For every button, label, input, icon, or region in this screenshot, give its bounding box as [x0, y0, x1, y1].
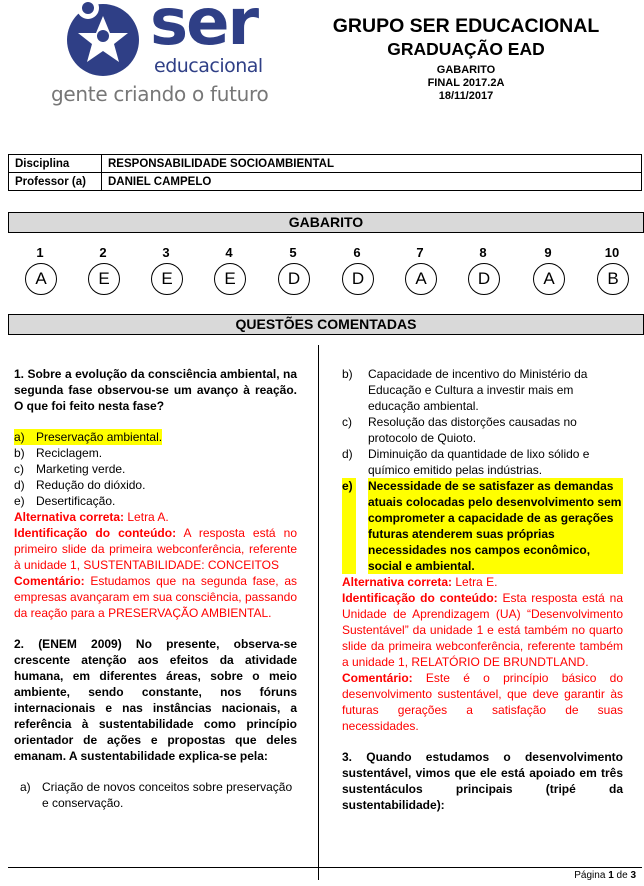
logo-tagline: gente criando o futuro: [51, 82, 269, 106]
page-total: 3: [630, 870, 636, 881]
q1-option-d: [14, 477, 297, 493]
option-key: c): [342, 415, 352, 429]
page-footer: [574, 870, 636, 881]
option-text: Diminuição da quantidade de lixo sólido e químico emitido pelas indústrias.: [368, 447, 590, 477]
q1-option-e: [14, 493, 297, 509]
doc-type: GABARITO: [436, 64, 496, 76]
info-table: [8, 154, 642, 191]
q2-option-c: [342, 414, 623, 446]
option-text: Redução do dióxido.: [36, 478, 146, 492]
discipline-value: RESPONSABILIDADE SOCIOAMBIENTAL: [102, 155, 642, 173]
document-header: [316, 14, 616, 103]
ident-value: Esta resposta está na Unidade de Aprendizagem (UA) “Desenvolvimento Sustentável” da unidade 1 e está também no quarto slide da primeira webconferência, referente também a unidade 1, RELATÓRIO DE BRUNDTLAND.: [342, 591, 624, 669]
page-label: Página: [574, 870, 606, 881]
answer-circle: D: [278, 263, 310, 295]
option-key: d): [14, 478, 25, 492]
q1-comment: [14, 573, 297, 621]
page-of: de: [616, 870, 628, 881]
option-key: a): [14, 429, 36, 445]
answer-number: 7: [416, 245, 424, 260]
option-text: Preservação ambiental.: [36, 430, 163, 444]
footer-rule: [8, 867, 642, 868]
answer-circle: D: [342, 263, 374, 295]
answer-number: 3: [162, 245, 170, 260]
q1-option-c: [14, 461, 297, 477]
correct-label: Alternativa correta:: [14, 510, 125, 524]
correct-value: Letra E.: [452, 575, 498, 589]
option-text: Criação de novos conceitos sobre preservação e conservação.: [42, 780, 293, 810]
answer-circle: D: [468, 263, 500, 295]
exam-date: 18/11/2017: [438, 90, 494, 102]
option-key: a): [20, 780, 31, 794]
questoes-bar: QUESTÕES COMENTADAS: [8, 314, 644, 335]
answer-number: 1: [36, 245, 44, 260]
logo-emblem-icon: [48, 0, 158, 85]
question-3: 3. Quando estudamos o desenvolvimento sustentável, vimos que ele está apoiado em três sustentáculos principais (tripé da sustentabilidade):: [342, 750, 623, 812]
option-text: Capacidade de incentivo do Ministério da Educação e Cultura a investir mais em educação ambiental.: [368, 367, 588, 413]
answer-circle: E: [88, 263, 120, 295]
q1-option-a: [14, 429, 297, 445]
answer-number: 5: [289, 245, 297, 260]
comment-value: Estudamos que na segunda fase, as empresas avançaram em sua consciência, passando da reação para a PRESERVAÇÃO AMBIENTAL.: [14, 574, 297, 620]
right-column: [342, 366, 623, 813]
ident-value: A resposta está no primeiro slide da primeira webconferência, referente à unidade 1, SUSTENTABILIDADE: CONCEITOS: [14, 526, 297, 572]
q2-ident: [342, 590, 623, 670]
answer-circle: B: [597, 263, 629, 295]
q2-option-a: [14, 779, 297, 811]
ident-label: Identificação do conteúdo:: [14, 526, 177, 540]
q2-correct: [342, 574, 623, 590]
logo-sub: educacional: [154, 55, 263, 77]
professor-label: Professor (a): [9, 173, 102, 191]
professor-value: DANIEL CAMPELO: [102, 173, 642, 191]
answer-number: 4: [225, 245, 233, 260]
option-text: Reciclagem.: [36, 446, 103, 460]
option-key: e): [342, 478, 356, 574]
answer-number: 2: [99, 245, 107, 260]
comment-value: Este é o princípio básico do desenvolvimento sustentável, que deve garantir às futuras gerações a satisfação de suas necessidades.: [342, 671, 623, 733]
question-2: 2. (ENEM 2009) No presente, observa-se crescente atenção aos efeitos da atividade humana, em diferentes áreas, sobre o meio ambiente, sendo constante, nos fóruns internacionais e nas instâncias nacionais, a referência à sustentabilidade como princípio orientador de ações e propostas que deles emanam. A sustentabilidade explica-se pela:: [14, 637, 297, 763]
option-key: e): [14, 494, 25, 508]
answer-circle: A: [405, 263, 437, 295]
q2-option-b: [342, 366, 623, 414]
answer-number: 9: [544, 245, 552, 260]
q1-ident: [14, 525, 297, 573]
comment-label: Comentário:: [14, 574, 85, 588]
option-text: Resolução das distorções causadas no protocolo de Quioto.: [368, 415, 577, 445]
ident-label: Identificação do conteúdo:: [342, 591, 498, 605]
correct-label: Alternativa correta:: [342, 575, 453, 589]
option-text: Necessidade de se satisfazer as demandas atuais colocadas pelo desenvolvimento sem comprometer a capacidade de as gerações futuras atenderem suas próprias necessidades nos campos econômico, social e ambiental.: [368, 479, 622, 573]
answer-circle: E: [214, 263, 246, 295]
answer-circle: A: [533, 263, 565, 295]
option-text: Marketing verde.: [36, 462, 126, 476]
page-number: 1: [608, 870, 614, 881]
q2-option-e: [342, 478, 623, 574]
option-key: b): [342, 367, 353, 381]
option-key: d): [342, 447, 353, 461]
answer-circle: A: [25, 263, 57, 295]
q1-option-b: [14, 445, 297, 461]
column-divider: [318, 345, 319, 880]
answer-circle: E: [151, 263, 183, 295]
logo-brand: ser: [150, 0, 258, 60]
comment-label: Comentário:: [342, 671, 413, 685]
option-text: Desertificação.: [36, 494, 116, 508]
correct-value: Letra A.: [124, 510, 169, 524]
discipline-label: Disciplina: [9, 155, 102, 173]
logo: [48, 0, 269, 115]
q2-comment: [342, 670, 623, 734]
option-key: b): [14, 446, 25, 460]
answer-number: 10: [604, 245, 620, 260]
option-key: c): [14, 462, 24, 476]
q2-option-d: [342, 446, 623, 478]
left-column: [14, 366, 297, 811]
program-title: GRADUAÇÃO EAD: [387, 39, 545, 59]
question-1: 1. Sobre a evolução da consciência ambiental, na segunda fase observou-se um avanço à reação. O que foi feito nesta fase?: [14, 367, 297, 413]
exam-name: FINAL 2017.2A: [427, 77, 505, 89]
gabarito-bar: GABARITO: [8, 212, 644, 233]
answer-number: 6: [353, 245, 361, 260]
answer-number: 8: [479, 245, 487, 260]
org-title: GRUPO SER EDUCACIONAL: [332, 15, 600, 37]
q1-correct: [14, 509, 297, 525]
